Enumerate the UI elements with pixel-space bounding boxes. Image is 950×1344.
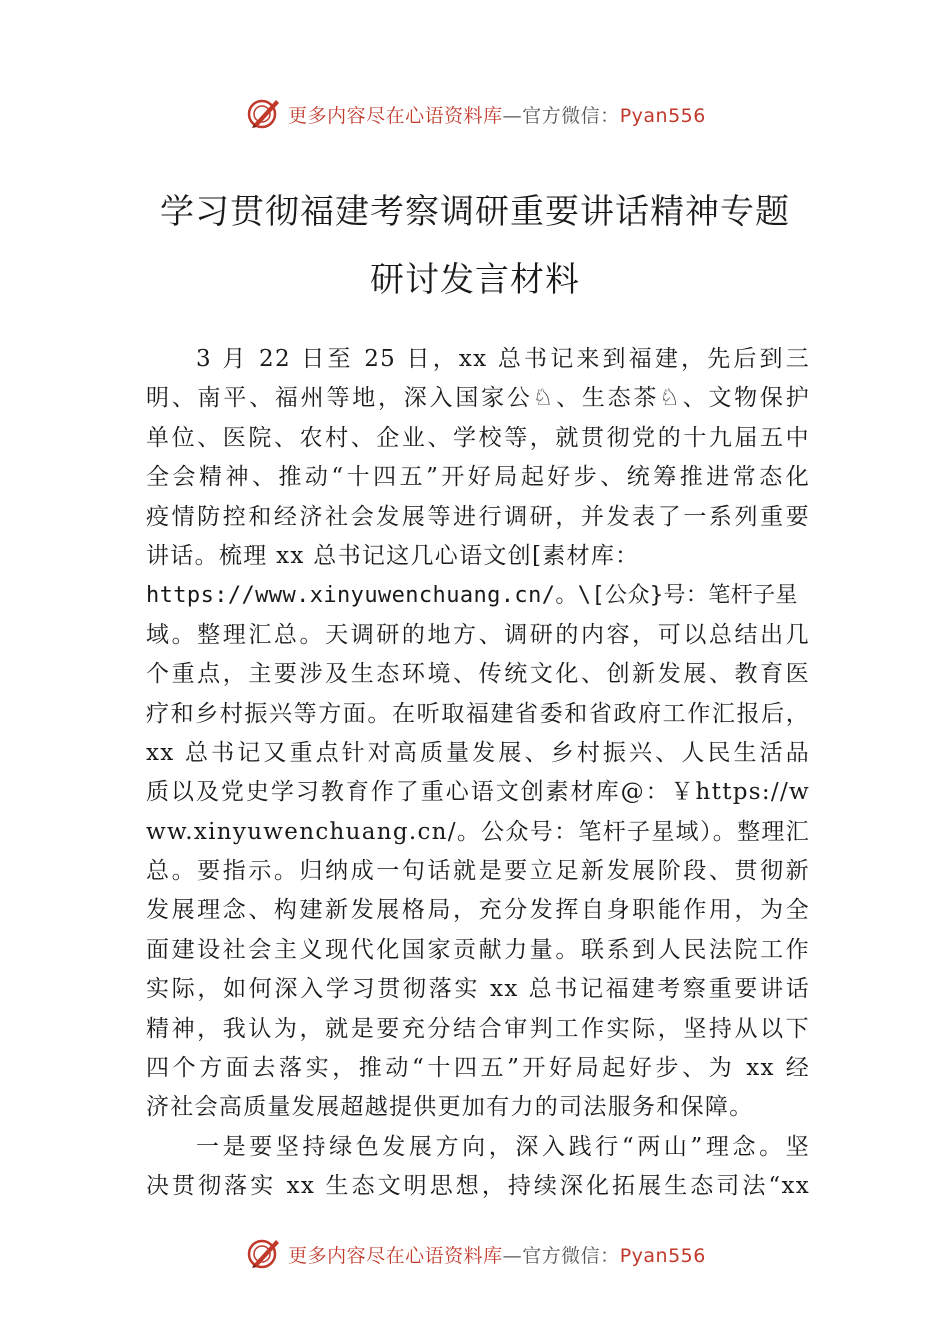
body-line: 一是要坚持绿色发展方向，深入践行“两山”理念。坚	[196, 1133, 810, 1160]
body-line: 总。要指示。归纳成一句话就是要立足新发展阶段、贯彻新	[146, 858, 810, 885]
body-line: 精神，我认为，就是要充分结合审判工作实际，坚持从以下	[146, 1015, 810, 1042]
pen-logo-icon	[244, 94, 284, 134]
body-line: 质以及党史学习教育作了重心语文创素材库@：￥https://w	[146, 779, 810, 806]
watermark-wechat-id: Pyan556	[619, 1244, 706, 1267]
body-line: 个重点，主要涉及生态环境、传统文化、创新发展、教育医	[146, 661, 810, 688]
body-line: 济社会高质量发展超越提供更加有力的司法服务和保障。	[146, 1094, 754, 1121]
body-line: https://www.xinyuwenchuang.cn/。\[公众}号：笔杆子星	[146, 583, 798, 609]
body-line: 实际，如何深入学习贯彻落实 xx 总书记福建考察重要讲话	[146, 976, 810, 1003]
header-watermark	[0, 92, 950, 136]
body-line: 域。整理汇总。天调研的地方、调研的内容，可以总结出几	[146, 621, 810, 648]
watermark-wechat-id: Pyan556	[619, 104, 706, 127]
body-line: 明、南平、福州等地，深入国家公♘、生态茶♘、文物保护	[146, 385, 810, 412]
body-line: ww.xinyuwenchuang.cn/。公众号：笔杆子星域）。整理汇	[146, 818, 810, 845]
document-title-line-2: 研讨发言材料	[370, 260, 580, 300]
body-line: 发展理念、构建新发展格局，充分发挥自身职能作用，为全	[146, 897, 810, 924]
body-line: 全会精神、推动“十四五”开好局起好步、统筹推进常态化	[146, 464, 810, 491]
watermark-text: 更多内容尽在心语资料库	[288, 104, 503, 127]
footer-watermark	[0, 1232, 950, 1276]
body-line: 面建设社会主义现代化国家贡献力量。联系到人民法院工作	[146, 936, 810, 963]
body-line: 讲话。梳理 xx 总书记这几心语文创[素材库：	[146, 542, 640, 569]
body-line: 3 月 22 日至 25 日，xx 总书记来到福建，先后到三	[196, 346, 810, 372]
watermark-wechat-label: 官方微信：	[522, 1244, 620, 1267]
body-line: 疗和乡村振兴等方面。在听取福建省委和省政府工作汇报后，	[146, 700, 810, 727]
watermark-separator: —	[502, 104, 523, 127]
document-title-line-1: 学习贯彻福建考察调研重要讲话精神专题	[160, 192, 790, 232]
watermark-separator: —	[502, 1244, 523, 1267]
pen-logo-icon	[244, 1234, 284, 1274]
body-line: 决贯彻落实 xx 生态文明思想，持续深化拓展生态司法“xx	[146, 1173, 810, 1200]
watermark-text: 更多内容尽在心语资料库	[288, 1244, 503, 1267]
document-body	[146, 340, 810, 1207]
body-line: 疫情防控和经济社会发展等进行调研，并发表了一系列重要	[146, 503, 810, 530]
watermark-wechat-label: 官方微信：	[522, 104, 620, 127]
body-line: 四个方面去落实，推动“十四五”开好局起好步、为 xx 经	[146, 1055, 810, 1082]
body-line: 单位、医院、农村、企业、学校等，就贯彻党的十九届五中	[146, 424, 810, 451]
body-line: xx 总书记又重点针对高质量发展、乡村振兴、人民生活品	[146, 739, 810, 766]
